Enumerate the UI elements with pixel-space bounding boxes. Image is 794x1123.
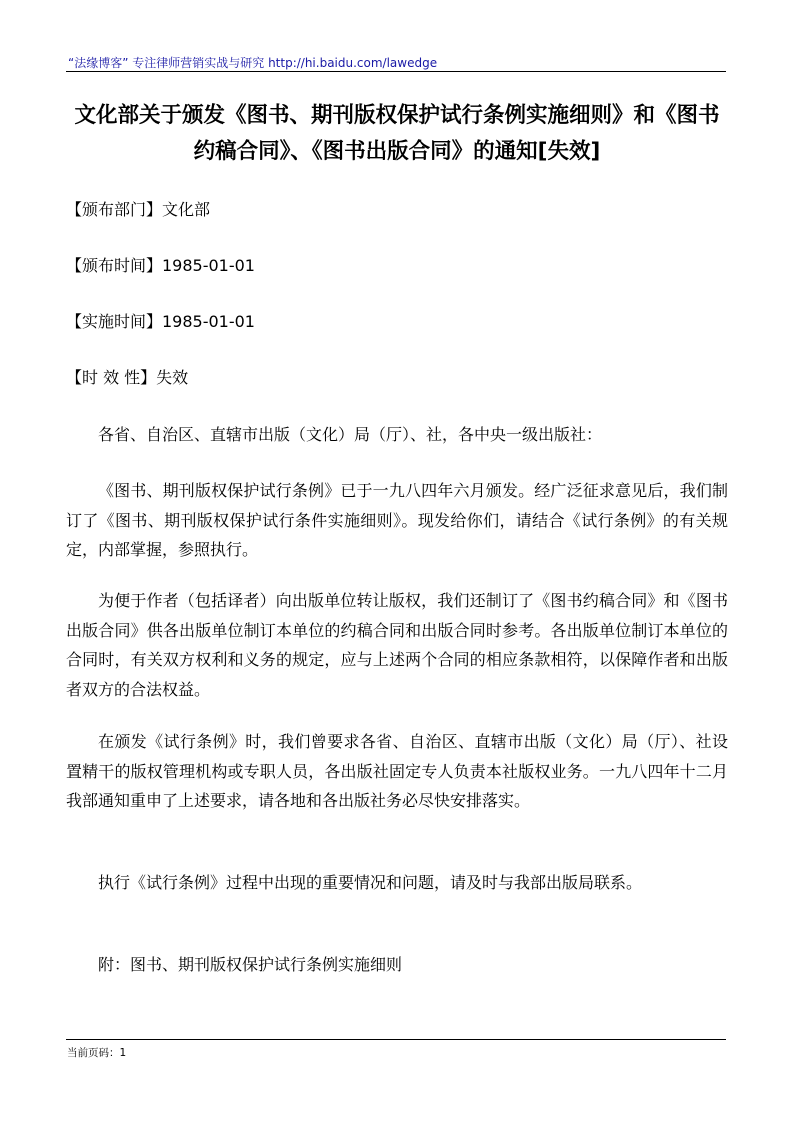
meta-effective-date: 【实施时间】1985-01-01: [66, 312, 255, 331]
paragraph-body: 为便于作者（包括译者）向出版单位转让版权，我们还制订了《图书约稿合同》和《图书出版合同》供各出版单位制订本单位的约稿合同和出版合同时参考。各出版单位制订本单位的合同时，有关双方权利和义务的规定，应与上述两个合同的相应条款相符，以保障作者和出版者双方的合法权益。: [66, 591, 728, 699]
footer-divider: [66, 1039, 726, 1040]
meta-issue-date: 【颁布时间】1985-01-01: [66, 256, 255, 275]
blog-header-text: “法缘博客” 专注律师营销实战与研究 http://hi.baidu.com/lawedge: [68, 56, 438, 70]
paragraph-body: 执行《试行条例》过程中出现的重要情况和问题，请及时与我部出版局联系。: [98, 873, 643, 892]
page-number-label: 当前页码：1: [67, 1047, 127, 1059]
document-title: 文化部关于颁发《图书、期刊版权保护试行条例实施细则》和《图书约稿合同》、《图书出版合同》的通知[失效]: [74, 103, 720, 164]
paragraph-body: 在颁发《试行条例》时，我们曾要求各省、自治区、直辖市出版（文化）局（厅）、社设置精干的版权管理机构或专职人员，各出版社固定专人负责本社版权业务。一九八四年十二月我部通知重申了上述要求，请各地和各出版社务必尽快安排落实。: [66, 732, 728, 810]
header-divider: [66, 71, 726, 72]
meta-validity: 【时 效 性】失效: [66, 368, 189, 387]
meta-department: 【颁布部门】文化部: [66, 200, 211, 219]
paragraph-attachment: 附：图书、期刊版权保护试行条例实施细则: [98, 955, 403, 974]
paragraph-salutation: 各省、自治区、直辖市出版（文化）局（厅）、社，各中央一级出版社：: [98, 425, 603, 444]
paragraph-body: 《图书、期刊版权保护试行条例》已于一九八四年六月颁发。经广泛征求意见后，我们制订了《图书、期刊版权保护试行条件实施细则》。现发给你们，请结合《试行条例》的有关规定，内部掌握，参照执行。: [66, 481, 728, 559]
